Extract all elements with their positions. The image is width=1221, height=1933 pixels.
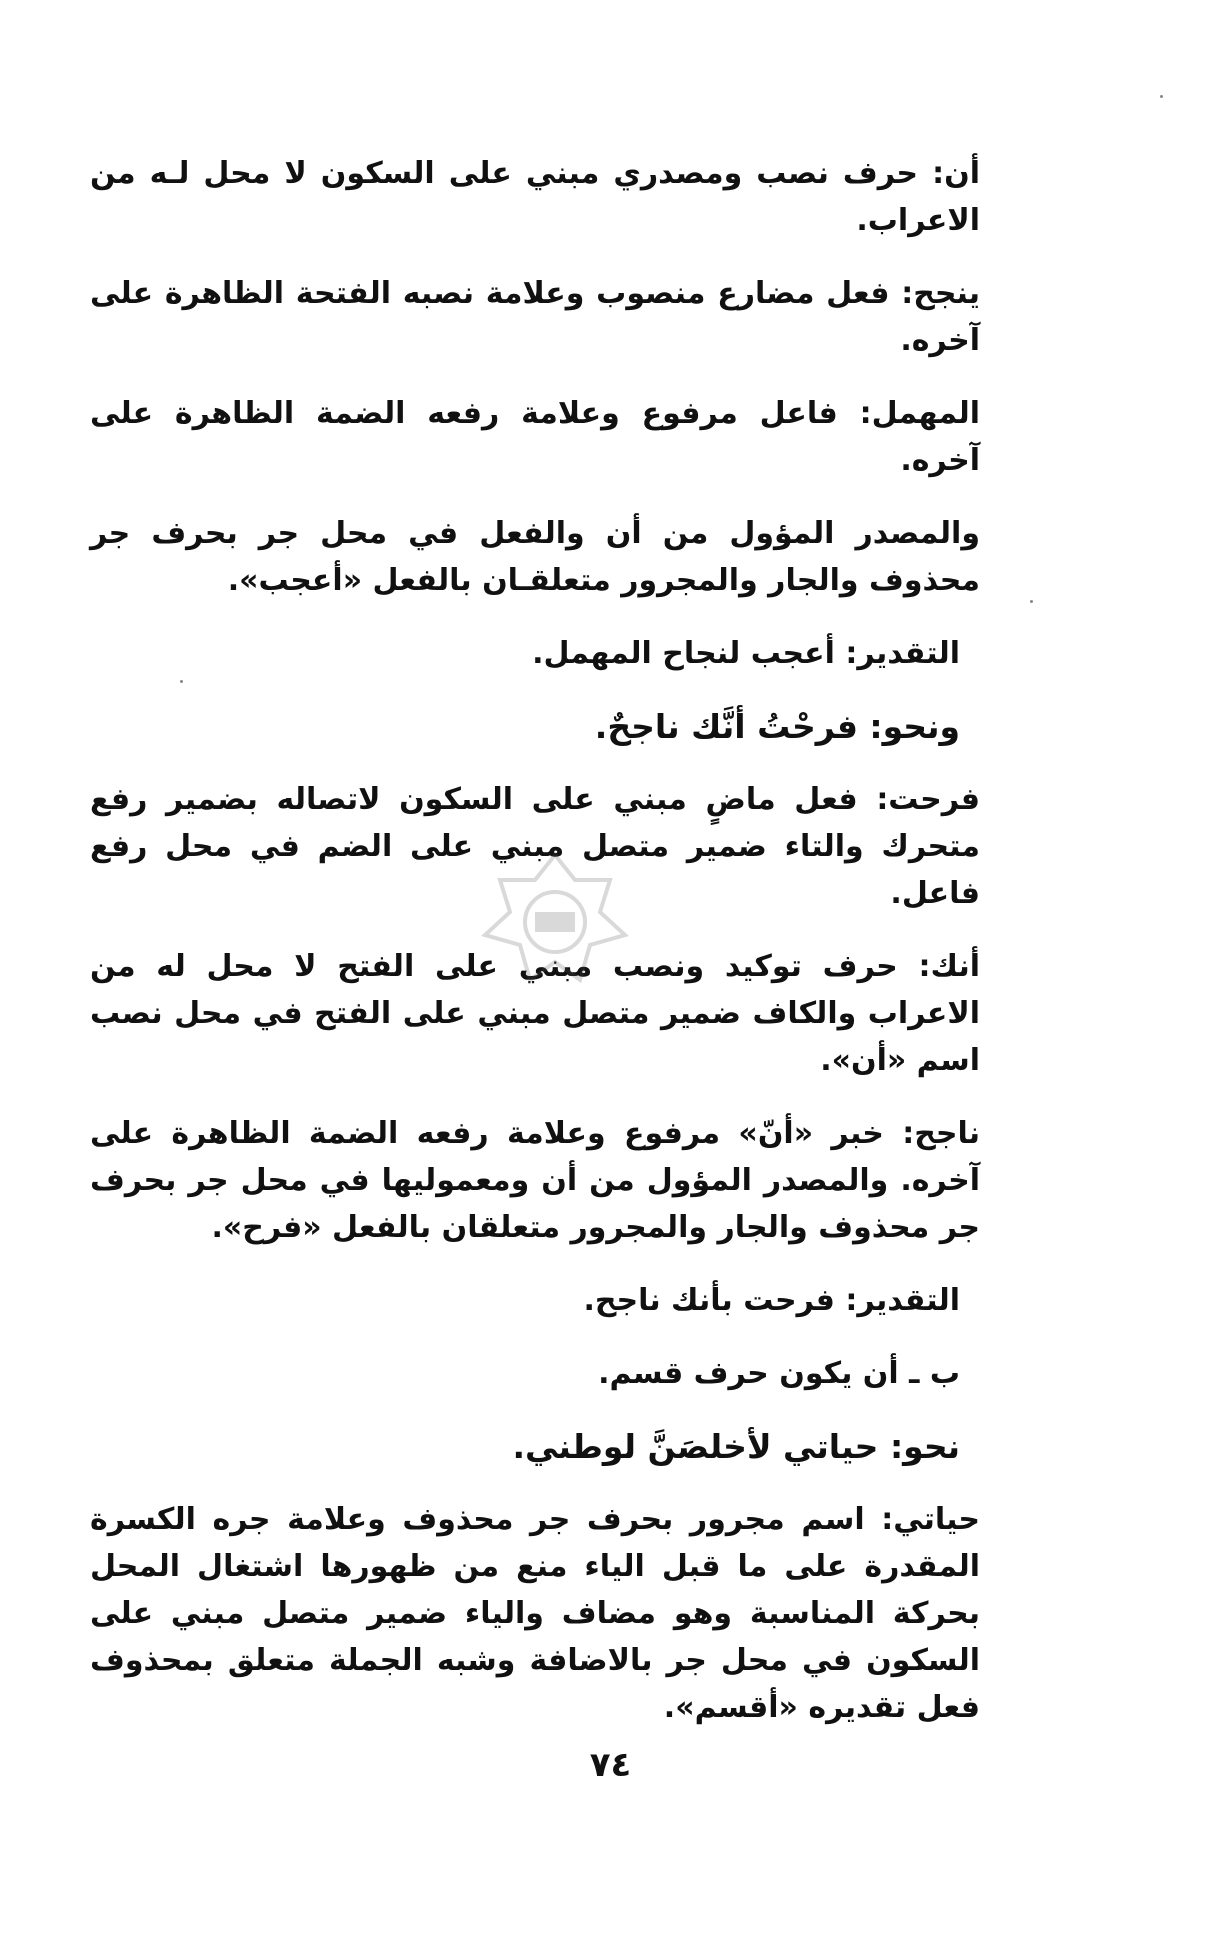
paragraph-text: خبر «أنّ» مرفوع وعلامة رفعه الضمة الظاهرة على آخره. والمصدر المؤول من أن ومعموليها في محل جر بحرف جر محذوف والجار والمجرور متعلقان بالفعل «فرح».	[90, 1116, 980, 1245]
paragraph-5	[90, 703, 1040, 750]
scan-speck	[180, 680, 183, 683]
term-label: أنك:	[918, 949, 980, 984]
term-label: ينجح:	[901, 276, 980, 311]
paragraph-text: فرحت بأنك ناجح.	[583, 1283, 846, 1318]
term-label: ونحو:	[869, 707, 960, 746]
term-label: التقدير:	[845, 636, 960, 671]
term-label: التقدير:	[845, 1283, 960, 1318]
paragraph-text: فعل ماضٍ مبني على السكون لاتصاله بضمير رفع متحرك والتاء ضمير متصل مبني على الضم في محل رفع فاعل.	[90, 782, 980, 911]
term-label: حياتي:	[881, 1502, 980, 1537]
paragraph-text: والمصدر المؤول من أن والفعل في محل جر بحرف جر محذوف والجار والمجرور متعلقـان بالفعل «أعجب».	[90, 516, 980, 598]
paragraph-4	[90, 630, 1040, 677]
paragraph-text: فعل مضارع منصوب وعلامة نصبه الفتحة الظاهرة على آخره.	[90, 276, 980, 358]
paragraph-11	[90, 1423, 1040, 1470]
paragraph-2	[90, 390, 1040, 484]
term-label: ناجح:	[902, 1116, 980, 1151]
paragraph-text: أن يكون حرف قسم.	[598, 1356, 910, 1391]
paragraph-12	[90, 1496, 1040, 1731]
paragraph-3	[90, 510, 1040, 604]
paragraph-10	[90, 1350, 1040, 1397]
library-seal-icon	[480, 850, 630, 1000]
term-label: نحو:	[889, 1427, 960, 1466]
term-label: ب ـ	[909, 1356, 960, 1391]
paragraph-9	[90, 1277, 1040, 1324]
paragraph-8	[90, 1110, 1040, 1251]
paragraph-text: حرف توكيد ونصب مبني على الفتح لا محل له من الاعراب والكاف ضمير متصل مبني على الفتح في محل نصب اسم «أن».	[90, 949, 980, 1078]
paragraph-1	[90, 270, 1040, 364]
paragraph-text: اسم مجرور بحرف جر محذوف وعلامة جره الكسرة المقدرة على ما قبل الياء منع من ظهورها اشتغال المحل بحركة المناسبة وهو مضاف والياء ضمير متصل مبني على السكون في محل جر بالاضافة وشبه الجملة متعلق بمحذوف فعل تقديره «أقسم».	[90, 1502, 980, 1725]
paragraph-text: فرحْتُ أنَّك ناجحٌ.	[594, 707, 870, 746]
paragraph-text: فاعل مرفوع وعلامة رفعه الضمة الظاهرة على آخره.	[90, 396, 980, 478]
term-label: فرحت:	[876, 782, 980, 817]
page-number: ٧٤	[589, 1745, 632, 1785]
term-label: المهمل:	[859, 396, 980, 431]
scan-speck	[1160, 95, 1163, 98]
paragraph-text: حياتي لأخلصَنَّ لوطني.	[512, 1427, 890, 1466]
paragraph-text: أعجب لنجاح المهمل.	[532, 636, 846, 671]
paragraph-text: حرف نصب ومصدري مبني على السكون لا محل لـه من الاعراب.	[90, 156, 980, 238]
paragraph-0	[90, 150, 1040, 244]
term-label: أن:	[932, 156, 980, 191]
scan-speck	[1030, 600, 1033, 603]
